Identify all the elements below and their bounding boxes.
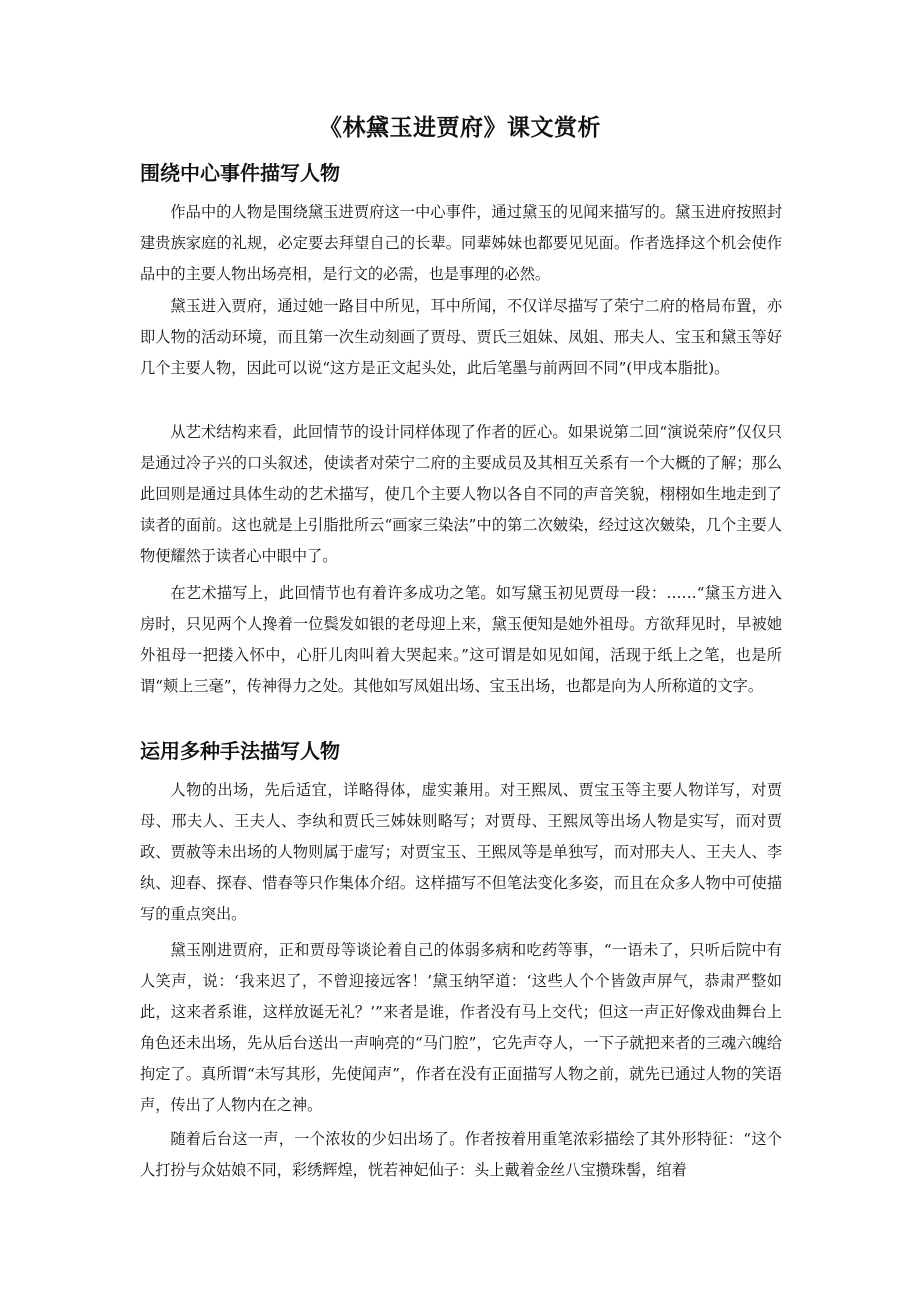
paragraph: 在艺术描写上，此回情节也有着许多成功之笔。如写黛玉初见贾母一段：……“黛玉方进入房时，只见两个人搀着一位鬓发如银的老母迎上来，黛玉便知是她外祖母。方欲拜见时，早被她外祖母一把搂入怀中，心肝儿肉叫着大哭起来。”这可谓是如见如闻，活现于纸上之笔，也是所谓“颊上三毫”，传神得力之处。其他如写凤姐出场、宝玉出场，也都是向为人所称道的文字。 [140,584,782,695]
paragraph: 随着后台这一声，一个浓妆的少妇出场了。作者按着用重笔浓彩描绘了其外形特征：“这个人打扮与众姑娘不同，彩绣辉煌，恍若神妃仙子：头上戴着金丝八宝攒珠髻，绾着 [140,1130,782,1179]
section-heading-1: 围绕中心事件描写人物 [140,161,340,185]
paragraph: 人物的出场，先后适宜，详略得体，虚实兼用。对王熙凤、贾宝玉等主要人物详写，对贾母、邢夫人、王夫人、李纨和贾氏三姊妹则略写；对贾母、王熙凤等出场人物是实写，而对贾政、贾赦等未出场的人物则属于虚写；对贾宝玉、王熙凤等是单独写，而对邢夫人、王夫人、李纨、迎春、探春、惜春等只作集体介绍。这样描写不但笔法变化多姿，而且在众多人物中可使描写的重点突出。 [140,781,782,923]
paragraph: 作品中的人物是围绕黛玉进贾府这一中心事件，通过黛玉的见闻来描写的。黛玉进府按照封建贵族家庭的礼规，必定要去拜望自己的长辈。同辈姊妹也都要见见面。作者选择这个机会使作品中的主要人物出场亮相，是行文的必需，也是事理的必然。 [140,203,782,283]
paragraph: 从艺术结构来看，此回情节的设计同样体现了作者的匠心。如果说第二回“演说荣府”仅仅只是通过冷子兴的口头叙述，使读者对荣宁二府的主要成员及其相互关系有一个大概的了解；那么此回则是通过具体生动的艺术描写，使几个主要人物以各自不同的声音笑貌，栩栩如生地走到了读者的面前。这也就是上引脂批所云“画家三染法”中的第二次皴染，经过这次皴染，几个主要人物便耀然于读者心中眼中了。 [140,423,782,565]
document-title: 《林黛玉进贾府》课文赏析 [319,115,601,141]
section-heading-2: 运用多种手法描写人物 [140,739,340,763]
paragraph: 黛玉刚进贾府，正和贾母等谈论着自己的体弱多病和吃药等事，“一语未了，只听后院中有人笑声，说：‘我来迟了，不曾迎接远客！’黛玉纳罕道：‘这些人个个皆敛声屏气，恭肃严整如此，这来者系谁，这样放诞无礼？’”来者是谁，作者没有马上交代；但这一声正好像戏曲舞台上角色还未出场，先从后台送出一声响亮的“马门腔”，它先声夺人，一下子就把来者的三魂六魄给拘定了。真所谓“未写其形，先使闻声”，作者在没有正面描写人物之前，就先已通过人物的笑语声，传出了人物内在之神。 [140,941,782,1114]
paragraph: 黛玉进入贾府，通过她一路目中所见，耳中所闻，不仅详尽描写了荣宁二府的格局布置，亦即人物的活动环境，而且第一次生动刻画了贾母、贾氏三姐妹、凤姐、邢夫人、宝玉和黛玉等好几个主要人物，因此可以说“这方是正文起头处，此后笔墨与前两回不同”(甲戌本脂批)。 [140,297,782,377]
